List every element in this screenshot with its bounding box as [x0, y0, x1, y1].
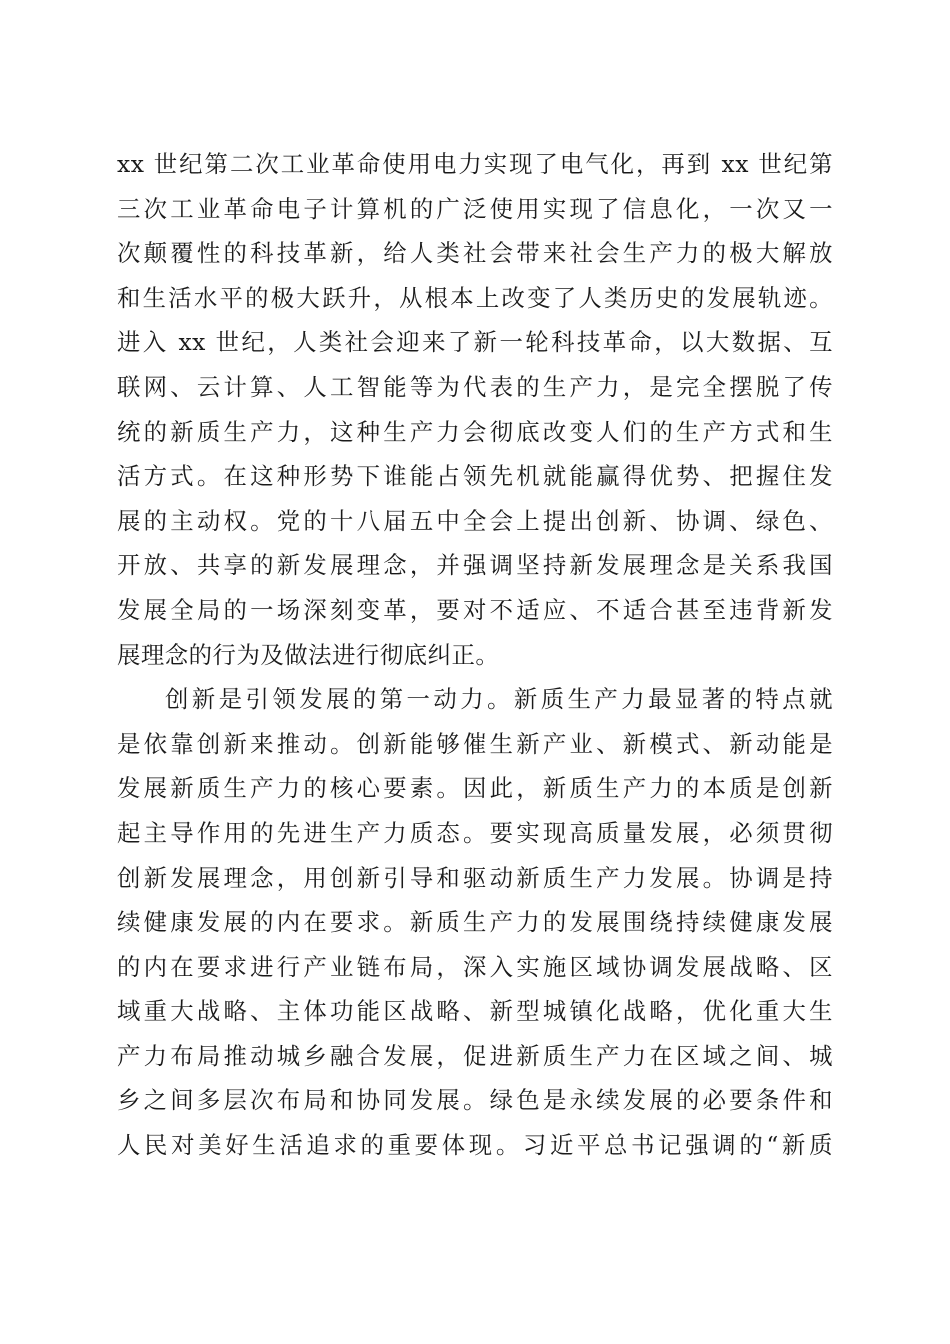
text-line: 乡之间多层次布局和协同发展。绿色是永续发展的必要条件和	[117, 1086, 833, 1115]
text-line: 创新发展理念，用创新引导和驱动新质生产力发展。协调是持	[117, 863, 833, 892]
body-text	[117, 142, 833, 1168]
text-line: 次颠覆性的科技革新，给人类社会带来社会生产力的极大解放	[117, 239, 833, 268]
text-line: 续健康发展的内在要求。新质生产力的发展围绕持续健康发展	[117, 908, 833, 937]
text-line: 联网、云计算、人工智能等为代表的生产力，是完全摆脱了传	[117, 372, 833, 401]
text-line: 和生活水平的极大跃升，从根本上改变了人类历史的发展轨迹。	[117, 283, 833, 312]
text-line: 展的主动权。党的十八届五中全会上提出创新、协调、绿色、	[117, 506, 833, 535]
paragraph-2	[117, 677, 833, 1168]
text-line: 进入 xx 世纪，人类社会迎来了新一轮科技革命，以大数据、互	[117, 328, 833, 357]
text-line: 统的新质生产力，这种生产力会彻底改变人们的生产方式和生	[117, 417, 833, 446]
text-line: 域重大战略、主体功能区战略、新型城镇化战略，优化重大生	[117, 997, 833, 1026]
text-line: xx 世纪第二次工业革命使用电力实现了电气化，再到 xx 世纪第	[117, 150, 833, 178]
text-line: 发展全局的一场深刻变革，要对不适应、不适合甚至违背新发	[117, 595, 833, 624]
text-line: 产力布局推动城乡融合发展，促进新质生产力在区域之间、城	[117, 1041, 833, 1070]
text-line: 的内在要求进行产业链布局，深入实施区域协调发展战略、区	[117, 952, 833, 981]
text-line: 是依靠创新来推动。创新能够催生新产业、新模式、新动能是	[117, 729, 833, 758]
text-line: 发展新质生产力的核心要素。因此，新质生产力的本质是创新	[117, 774, 833, 803]
text-line: 创新是引领发展的第一动力。新质生产力最显著的特点就	[165, 685, 833, 714]
text-line: 展理念的行为及做法进行彻底纠正。	[117, 640, 500, 669]
text-line: 三次工业革命电子计算机的广泛使用实现了信息化，一次又一	[117, 194, 833, 223]
text-line: 活方式。在这种形势下谁能占领先机就能赢得优势、把握住发	[117, 462, 833, 491]
text-line: 开放、共享的新发展理念，并强调坚持新发展理念是关系我国	[117, 551, 833, 580]
paragraph-1	[117, 142, 833, 677]
text-line: 起主导作用的先进生产力质态。要实现高质量发展，必须贯彻	[117, 818, 833, 847]
text-line: 人民对美好生活追求的重要体现。习近平总书记强调的“新质	[117, 1131, 833, 1160]
